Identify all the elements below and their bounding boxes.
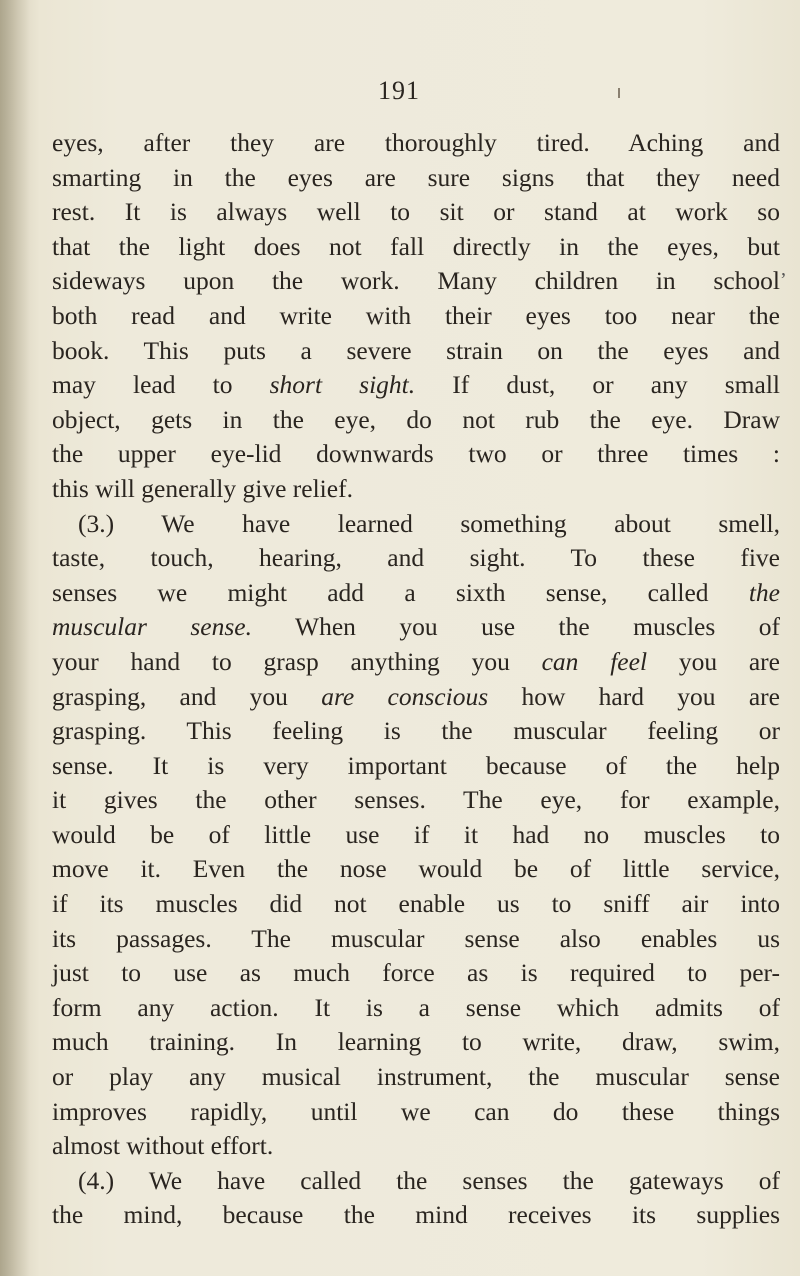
text-run: would be of little use if it had no muscles to bbox=[52, 819, 780, 849]
italic-text-run: muscular sense. bbox=[52, 612, 252, 642]
text-line bbox=[52, 126, 780, 161]
text-line bbox=[52, 852, 780, 887]
italic-text-run: can feel bbox=[541, 646, 648, 676]
text-run: both read and write with their eyes too near the bbox=[52, 300, 780, 330]
text-run: form any action. It is a sense which admits of bbox=[52, 992, 780, 1022]
text-run: it gives the other senses. The eye, for example, bbox=[52, 785, 780, 815]
text-run: improves rapidly, until we can do these things bbox=[52, 1096, 780, 1126]
text-line bbox=[52, 334, 780, 369]
text-line bbox=[52, 887, 780, 922]
text-line bbox=[52, 818, 780, 853]
page-number: 191 bbox=[378, 76, 420, 105]
text-run: its passages. The muscular sense also enables us bbox=[52, 923, 780, 953]
text-run: grasping, and you bbox=[52, 681, 322, 711]
text-line bbox=[52, 783, 780, 818]
text-run: When you use the muscles of bbox=[252, 612, 781, 642]
text-run: you are bbox=[647, 646, 780, 676]
text-run: grasping. This feeling is the muscular feeling or bbox=[52, 716, 780, 746]
text-line bbox=[52, 403, 780, 438]
text-line bbox=[52, 1095, 780, 1130]
text-run: eyes, after they are thoroughly tired. Aching and bbox=[52, 128, 780, 157]
text-run: this will generally give relief. bbox=[52, 473, 353, 503]
text-line bbox=[52, 195, 780, 230]
text-run: (4.) We have called the senses the gateways of bbox=[78, 1165, 780, 1195]
text-run: may lead to bbox=[52, 370, 270, 400]
text-run: that the light does not fall directly in the eyes, but bbox=[52, 231, 780, 261]
margin-mark: , bbox=[781, 258, 786, 280]
text-line bbox=[52, 1198, 780, 1233]
text-line bbox=[52, 437, 780, 472]
text-run: much training. In learning to write, draw, swim, bbox=[52, 1027, 780, 1057]
text-run: move it. Even the nose would be of little service, bbox=[52, 854, 780, 884]
text-line bbox=[52, 680, 780, 715]
text-line bbox=[52, 299, 780, 334]
text-line bbox=[52, 264, 780, 299]
text-run: object, gets in the eye, do not rub the eye. Draw bbox=[52, 404, 780, 434]
text-line bbox=[52, 576, 780, 611]
text-run: how hard you are bbox=[488, 681, 780, 711]
text-run: the mind, because the mind receives its supplies bbox=[52, 1200, 780, 1230]
text-run: taste, touch, hearing, and sight. To these five bbox=[52, 543, 780, 573]
text-run: sideways upon the work. Many children in school bbox=[52, 266, 780, 296]
text-line bbox=[52, 991, 780, 1026]
text-line bbox=[52, 161, 780, 196]
text-line bbox=[52, 714, 780, 749]
text-run: If dust, or any small bbox=[415, 370, 780, 400]
italic-text-run: the bbox=[748, 577, 780, 607]
text-run: if its muscles did not enable us to sniff air into bbox=[52, 889, 780, 919]
text-line bbox=[52, 368, 780, 403]
text-line bbox=[52, 507, 780, 542]
text-line bbox=[52, 749, 780, 784]
text-run: the upper eye-lid downwards two or three times : bbox=[52, 439, 780, 469]
text-line bbox=[52, 1060, 780, 1095]
text-line bbox=[52, 1025, 780, 1060]
text-run: rest. It is always well to sit or stand at work so bbox=[52, 197, 780, 227]
text-run: (3.) We have learned something about smell, bbox=[78, 508, 780, 538]
text-line bbox=[52, 1129, 780, 1164]
text-run: senses we might add a sixth sense, called bbox=[52, 577, 749, 607]
text-line bbox=[52, 610, 780, 645]
text-run: smarting in the eyes are sure signs that they need bbox=[52, 162, 780, 192]
text-line bbox=[52, 541, 780, 576]
text-run: sense. It is very important because of the help bbox=[52, 750, 780, 780]
text-line bbox=[52, 1164, 780, 1199]
text-run: just to use as much force as is required to per- bbox=[52, 958, 780, 988]
text-run: or play any musical instrument, the muscular sense bbox=[52, 1062, 780, 1092]
text-line bbox=[52, 956, 780, 991]
text-run: almost without effort. bbox=[52, 1131, 274, 1161]
text-run: your hand to grasp anything you bbox=[52, 646, 542, 676]
text-line bbox=[52, 472, 780, 507]
text-line bbox=[52, 230, 780, 265]
text-run: book. This puts a severe strain on the eyes and bbox=[52, 335, 780, 365]
body-text bbox=[52, 126, 780, 1233]
italic-text-run: short sight. bbox=[269, 370, 416, 400]
margin-speck bbox=[618, 88, 620, 98]
text-line bbox=[52, 922, 780, 957]
italic-text-run: are conscious bbox=[321, 681, 489, 711]
binding-gutter-shadow bbox=[0, 0, 30, 1276]
text-line bbox=[52, 645, 780, 680]
